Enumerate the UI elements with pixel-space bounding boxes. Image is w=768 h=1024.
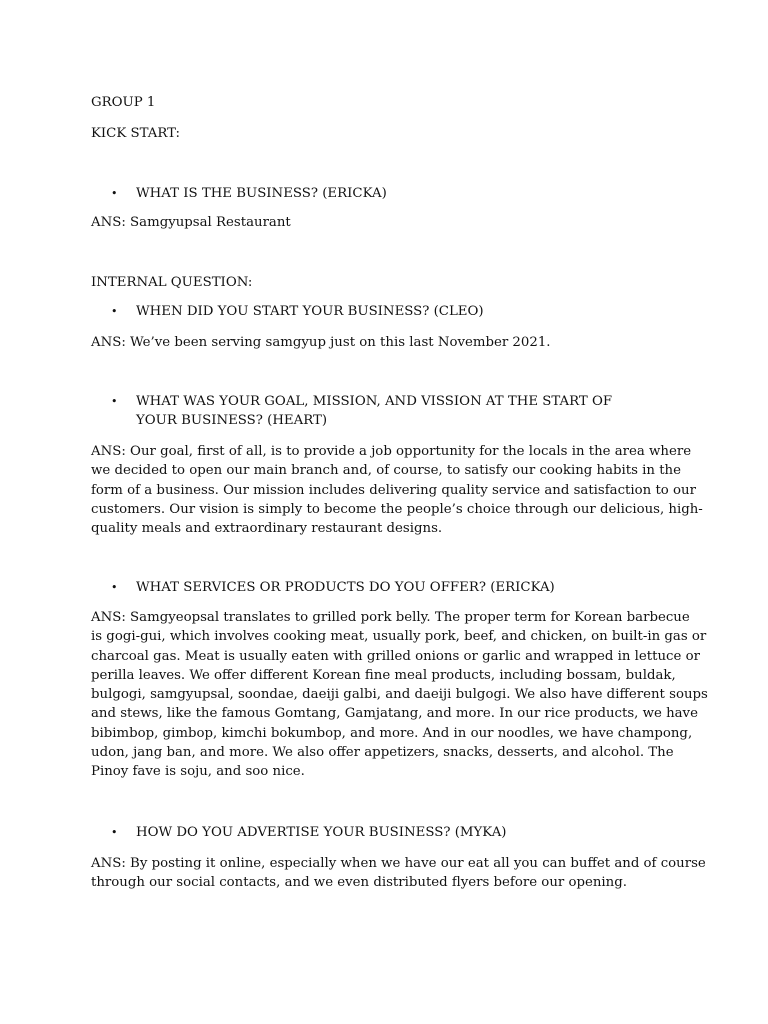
answer-text: ANS: Samgyupsal Restaurant — [91, 215, 291, 230]
question-text-line: YOUR BUSINESS? (HEART) — [136, 413, 328, 428]
answer-line: ANS: Our goal, first of all, is to provide a job opportunity for the locals in the area where — [91, 444, 692, 459]
answer-line: Pinoy fave is soju, and soo nice. — [91, 764, 305, 780]
bullet-icon: • — [111, 581, 118, 594]
answer-paragraph — [91, 608, 708, 782]
answer-line: quality meals and extraordinary restaurant designs. — [91, 521, 443, 537]
question-text: WHEN DID YOU START YOUR BUSINESS? (CLEO) — [136, 304, 484, 319]
answer-line: customers. Our vision is simply to become the people’s choice through our delicious, high- — [91, 501, 703, 517]
question-text: HOW DO YOU ADVERTISE YOUR BUSINESS? (MYKA) — [136, 825, 507, 840]
answer-text: ANS: We’ve been serving samgyup just on this last November 2021. — [91, 335, 551, 350]
bullet-icon: • — [111, 305, 118, 318]
answer-line: udon, jang ban, and more. We also offer appetizers, snacks, desserts, and alcohol. The — [91, 745, 674, 761]
kick-start-heading: KICK START: — [91, 126, 181, 141]
bullet-icon: • — [111, 395, 118, 408]
bullet-icon: • — [111, 826, 118, 839]
answer-line: ANS: Samgyeopsal translates to grilled pork belly. The proper term for Korean barbecue — [91, 610, 690, 625]
question-text: WHAT IS THE BUSINESS? (ERICKA) — [136, 186, 387, 201]
internal-question-heading: INTERNAL QUESTION: — [91, 275, 253, 290]
answer-paragraph — [91, 854, 706, 893]
answer-line: through our social contacts, and we even distributed flyers before our opening. — [91, 875, 627, 891]
question-text — [136, 392, 656, 430]
answer-line: we decided to open our main branch and, of course, to satisfy our cooking habits in the — [91, 463, 681, 479]
answer-line: and stews, like the famous Gomtang, Gamjatang, and more. In our rice products, we have — [91, 706, 698, 722]
answer-line: bibimbop, gimbop, kimchi bokumbop, and more. And in our noodles, we have champong, — [91, 725, 693, 741]
bullet-icon: • — [111, 187, 118, 200]
answer-line: bulgogi, samgyupsal, soondae, daeiji galbi, and daeiji bulgogi. We also have different soups — [91, 687, 708, 703]
answer-line: perilla leaves. We offer different Korean fine meal products, including bossam, buldak, — [91, 667, 676, 683]
answer-line: ANS: By posting it online, especially when we have our eat all you can buffet and of course — [91, 856, 706, 871]
answer-paragraph — [91, 442, 703, 538]
group-heading: GROUP 1 — [91, 95, 156, 110]
question-text: WHAT SERVICES OR PRODUCTS DO YOU OFFER? (ERICKA) — [136, 580, 555, 595]
answer-line: charcoal gas. Meat is usually eaten with grilled onions or garlic and wrapped in lettuce or — [91, 648, 700, 664]
answer-line: is gogi-gui, which involves cooking meat, usually pork, beef, and chicken, on built-in gas or — [91, 629, 707, 645]
answer-line: form of a business. Our mission includes delivering quality service and satisfaction to our — [91, 482, 696, 498]
question-text-line: WHAT WAS YOUR GOAL, MISSION, AND VISSION AT THE START OF — [136, 394, 613, 409]
